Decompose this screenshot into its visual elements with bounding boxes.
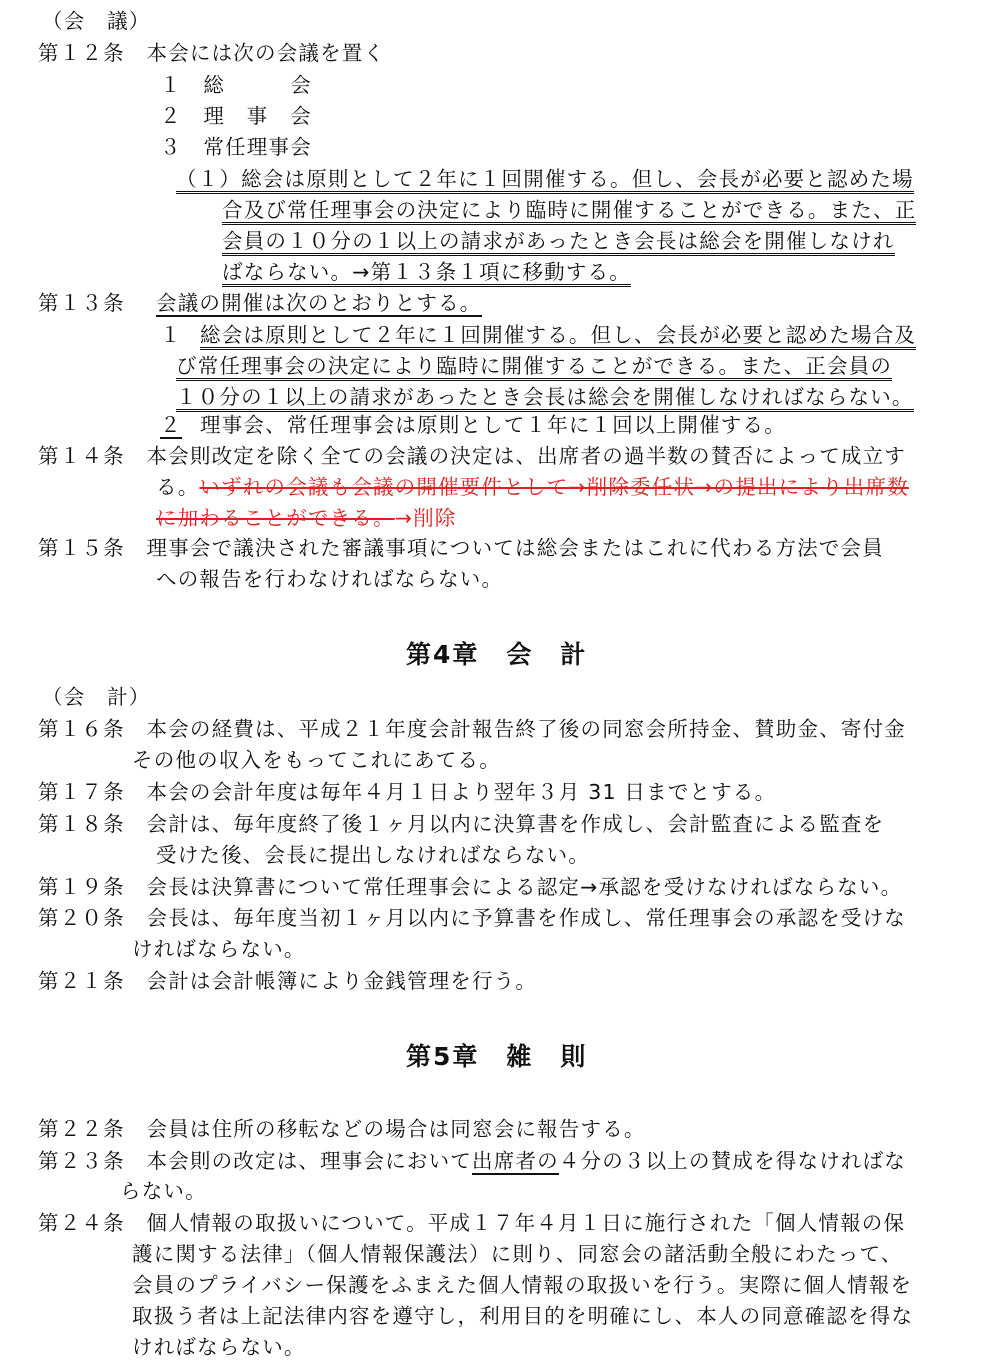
article-24-line-4: 取扱う者は上記法律内容を遵守し，利用目的を明確にし、本人の同意確認を得な <box>132 1304 914 1328</box>
article-14-line-1: 第１４条 本会則改定を除く全ての会議の決定は、出席者の過半数の賛否によって成立す <box>38 444 906 468</box>
article-12-item-3: ３ 常任理事会 <box>160 135 312 159</box>
article-20-line-2: ければならない。 <box>132 937 306 961</box>
article-13-line-2 <box>176 351 892 381</box>
article-12-para-line-4 <box>222 257 631 287</box>
article-23-line-2: らない。 <box>120 1179 207 1203</box>
article-13-heading <box>156 288 482 318</box>
article-21: 第２１条 会計は会計帳簿により金銭管理を行う。 <box>38 969 538 993</box>
section-heading-accounting: （会 計） <box>42 685 151 709</box>
article-16-line-1: 第１６条 本会の経費は、平成２１年度会計報告終了後の同窓会所持金、賛助金、寄付金 <box>38 717 906 741</box>
chapter-5-heading: 第5章 雑 則 <box>406 1042 588 1071</box>
article-24-line-1: 第２４条 個人情報の取扱いについて。平成１７年４月１日に施行された「個人情報の保 <box>38 1211 906 1235</box>
article-12-item-2: ２ 理 事 会 <box>160 104 312 128</box>
article-18-line-2: 受けた後、会長に提出しなければならない。 <box>156 843 590 867</box>
article-24-line-2: 護に関する法律」（個人情報保護法）に則り、同窓会の諸活動全般にわたって、 <box>132 1242 903 1266</box>
article-13-item-1-number: １ <box>160 323 182 347</box>
article-13-line-1 <box>200 320 916 350</box>
article-22: 第２２条 会員は住所の移転などの場合は同窓会に報告する。 <box>38 1117 646 1141</box>
article-12-para-line-3 <box>222 226 895 256</box>
article-15-line-1: 第１５条 理事会で議決された審議事項については総会またはこれに代わる方法で会員 <box>38 536 884 560</box>
article-23-line-1: 第２３条 本会則の改定は、理事会において出席者の４分の３以上の賛成を得なければな <box>38 1149 907 1173</box>
article-19: 第１９条 会長は決算書について常任理事会による認定→承認を受けなければならない。 <box>38 875 903 899</box>
deleted-text: に加わることができる。 <box>156 506 395 530</box>
moved-text: ばならない。→第１３条１項に移動する。 <box>222 260 631 287</box>
article-12-item-1: １ 総 会 <box>160 73 312 97</box>
moved-text: （１）総会は原則として２年に１回開催する。但し、会長が必要と認めた場 <box>176 167 914 194</box>
section-heading-meeting: （会 議） <box>42 9 151 33</box>
deleted-text: いずれの会議も会議の開催要件として→削除委任状→の提出により出席数 <box>199 475 909 499</box>
article-16-line-2: その他の収入をもってこれにあてる。 <box>132 748 501 772</box>
article-13-line-3 <box>176 382 914 412</box>
article-13-line-4: 理事会、常任理事会は原則として１年に１回以上開催する。 <box>200 413 786 437</box>
article-13-number: 第１３条 <box>38 291 125 315</box>
inserted-text: 総会は原則として２年に１回開催する。但し、会長が必要と認めた場合及 <box>200 323 916 350</box>
moved-text: 合及び常任理事会の決定により臨時に開催することができる。また、正 <box>222 198 916 225</box>
article-12-para-line-1 <box>176 164 914 194</box>
chapter-4-heading: 第4章 会 計 <box>406 640 588 669</box>
article-12-heading: 第１２条 本会には次の会議を置く <box>38 41 386 65</box>
moved-text: 会員の１０分の１以上の請求があったとき会長は総会を開催しなけれ <box>222 229 895 256</box>
inserted-text: １０分の１以上の請求があったとき会長は総会を開催しなければならない。 <box>176 385 914 412</box>
article-24-line-3: 会員のプライバシー保護をふまえた個人情報の取扱いを行う。実際に個人情報を <box>132 1273 913 1297</box>
article-17: 第１７条 本会の会計年度は毎年４月１日より翌年３月 31 日までとする。 <box>38 780 777 804</box>
article-20-line-1: 第２０条 会長は、毎年度当初１ヶ月以内に予算書を作成し、常任理事会の承認を受けな <box>38 906 906 930</box>
inserted-text: 会議の開催は次のとおりとする。 <box>156 291 482 315</box>
article-14-line-2: る。いずれの会議も会議の開催要件として→削除委任状→の提出により出席数 <box>156 475 909 499</box>
article-13-item-2-number: ２ <box>160 413 182 437</box>
deletion-note: →削除 <box>394 506 457 530</box>
inserted-text: 出席者の <box>472 1149 559 1173</box>
article-18-line-1: 第１８条 会計は、毎年度終了後１ヶ月以内に決算書を作成し、会計監査による監査を <box>38 812 885 836</box>
article-15-line-2: への報告を行わなければならない。 <box>156 567 504 591</box>
inserted-text: び常任理事会の決定により臨時に開催することができる。また、正会員の <box>176 354 892 381</box>
article-14-line-3 <box>156 503 456 533</box>
article-24-line-5: ければならない。 <box>132 1335 306 1359</box>
article-12-para-line-2 <box>222 195 916 225</box>
